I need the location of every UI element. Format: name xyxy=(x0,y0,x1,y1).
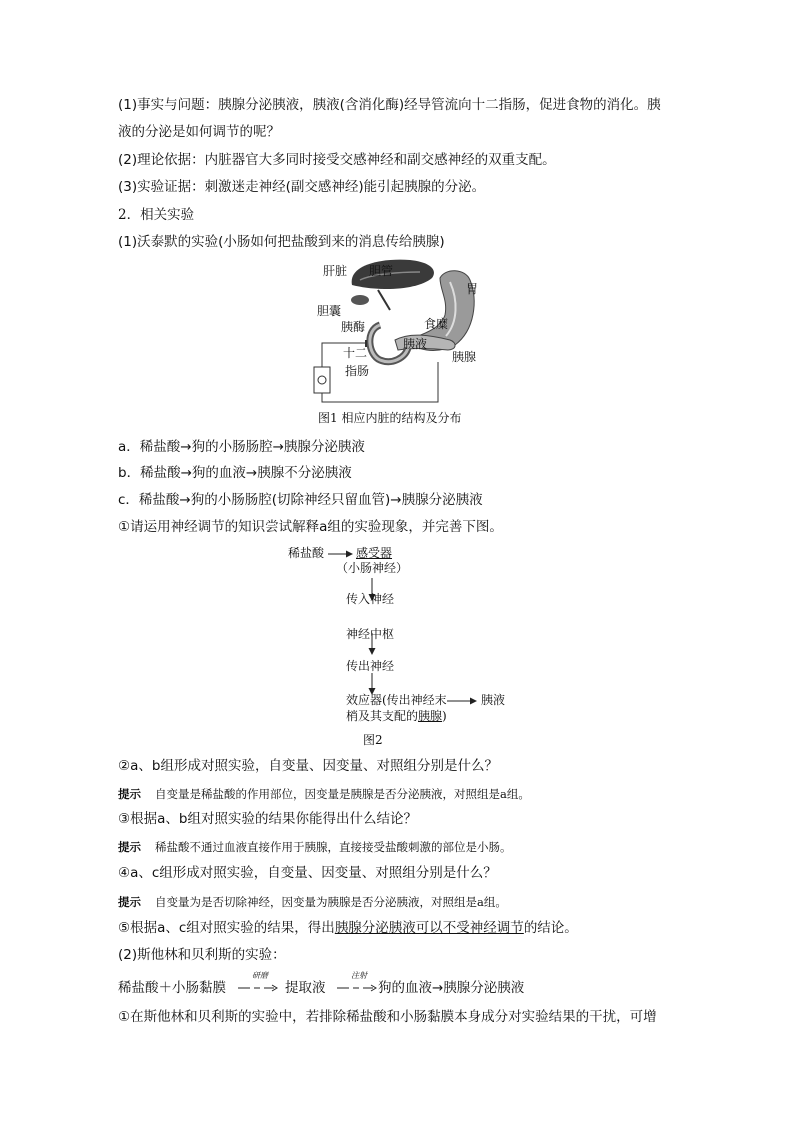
eq-part-1: 稀盐酸＋小肠黏膜 xyxy=(118,980,226,996)
question-1: ①请运用神经调节的知识尝试解释a组的实验现象，并完善下图。 xyxy=(118,519,503,535)
hint-tag: 提示 xyxy=(118,787,141,801)
section-2-heading: (2)斯他林和贝利斯的实验： xyxy=(118,947,286,963)
experiment-b: b．稀盐酸→狗的血液→胰腺不分泌胰液 xyxy=(118,465,352,481)
label-pancreas: 胰腺 xyxy=(452,350,477,364)
flow-effector-2a: 梢及其支配的 xyxy=(346,709,419,723)
flow-effector-2 xyxy=(346,709,447,724)
eq-part-2: 提取液 xyxy=(285,980,326,996)
question-3: ③根据a、b组对照实验的结果你能得出什么结论？ xyxy=(118,811,417,827)
flow-efferent: 传出神经 xyxy=(346,659,395,673)
hint-2 xyxy=(118,785,530,803)
figure2-caption: 图2 xyxy=(363,733,383,747)
hint-text: 稀盐酸不通过血液直接作用于胰腺，直接接受盐酸刺激的部位是小肠。 xyxy=(155,840,512,854)
flow-effector-2c: ) xyxy=(442,709,447,723)
text-line: (2)理论依据：内脏器官大多同时接受交感神经和副交感神经的双重支配。 xyxy=(118,152,556,168)
hint-tag: 提示 xyxy=(118,895,141,909)
flow-receptor: 感受器 xyxy=(356,546,393,560)
flow-acid: 稀盐酸 xyxy=(288,546,325,560)
text-line: (1)事实与问题：胰腺分泌胰液，胰液(含消化酶)经导管流向十二指肠，促进食物的消化。胰 xyxy=(118,97,661,113)
experiment-a: a．稀盐酸→狗的小肠肠腔→胰腺分泌胰液 xyxy=(118,439,365,455)
label-gallbladder: 胆囊 xyxy=(317,304,342,318)
label-duodenum-2: 指肠 xyxy=(345,364,370,378)
flow-effector-1: 效应器(传出神经末 xyxy=(346,693,447,707)
label-pancreatic-enzyme: 胰酶 xyxy=(341,320,366,334)
question-2: ②a、b组形成对照实验，自变量、因变量、对照组分别是什么？ xyxy=(118,758,498,774)
flow-receptor-sub: （小肠神经） xyxy=(336,561,409,575)
eq-part-3: 狗的血液→胰腺分泌胰液 xyxy=(378,980,525,996)
eq-arrow-label-2: 注射 xyxy=(351,971,367,980)
experiment-c: c．稀盐酸→狗的小肠肠腔(切除神经只留血管)→胰腺分泌胰液 xyxy=(118,492,483,508)
flow-effector-2b: 胰腺 xyxy=(418,709,443,723)
section-heading: 2．相关实验 xyxy=(118,207,195,223)
question-4: ④a、c组形成对照实验，自变量、因变量、对照组分别是什么？ xyxy=(118,865,497,881)
label-bile-duct: 胆管 xyxy=(369,264,394,278)
eq-arrow-1 xyxy=(238,983,278,993)
label-stomach: 胃 xyxy=(466,282,479,296)
hint-tag: 提示 xyxy=(118,840,141,854)
label-duodenum-1: 十二 xyxy=(343,346,368,360)
label-liver: 肝脏 xyxy=(323,264,348,278)
eq-arrow-2 xyxy=(337,983,377,993)
eq-arrow-label-1: 研磨 xyxy=(252,971,268,980)
text-line: (1)沃泰默的实验(小肠如何把盐酸到来的消息传给胰腺) xyxy=(118,234,445,250)
label-pancreatic-juice: 胰液 xyxy=(403,337,428,351)
q5-answer: 胰腺分泌胰液可以不受神经调节 xyxy=(334,920,524,936)
hint-3 xyxy=(118,838,512,856)
text-line: 液的分泌是如何调节的呢？ xyxy=(118,124,280,140)
label-chyme: 食糜 xyxy=(424,317,449,331)
text-line-last: ①在斯他林和贝利斯的实验中，若排除稀盐酸和小肠黏膜本身成分对实验结果的干扰，可增 xyxy=(118,1009,657,1025)
flow-juice: 胰液 xyxy=(481,693,506,707)
figure1-caption: 图1 相应内脏的结构及分布 xyxy=(318,411,462,425)
q5-part-a: ⑤根据a、c组对照实验的结果，得出 xyxy=(118,920,335,936)
flow-afferent: 传入神经 xyxy=(346,592,395,606)
hint-text: 自变量为是否切除神经，因变量为胰腺是否分泌胰液，对照组是a组。 xyxy=(155,895,507,909)
text-line: (3)实验证据：刺激迷走神经(副交感神经)能引起胰腺的分泌。 xyxy=(118,179,486,195)
q5-part-c: 的结论。 xyxy=(523,920,578,936)
question-5 xyxy=(118,919,578,937)
hint-text: 自变量是稀盐酸的作用部位，因变量是胰腺是否分泌胰液，对照组是a组。 xyxy=(155,787,530,801)
flow-center: 神经中枢 xyxy=(346,627,395,641)
hint-4 xyxy=(118,893,507,911)
